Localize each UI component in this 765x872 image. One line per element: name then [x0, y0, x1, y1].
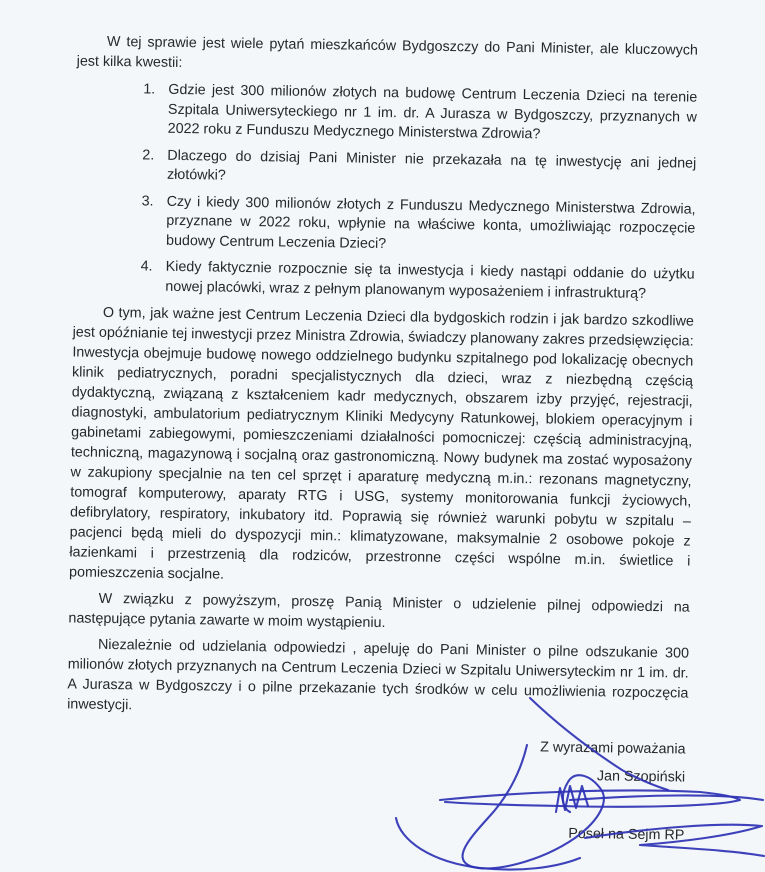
- question-number: 4.: [140, 258, 153, 275]
- paragraph-scope: O tym, jak ważne jest Centrum Leczenia Dzieci dla bydgoskich rodzin i jak bardzo szkodliwe jest opóźnianie tej inwestycji przez Ministra Zdrowia, świadczy planowany zakres przedsięwzięcia: Inwestycja obejmuje budowę nowego oddzielnego budynku szpitalnego pod lokalizację obecnych klinik pediatrycznych, poradni specjalistycznych dla dzieci, wraz z niezbędną częścią dydaktyczną, związaną z kształceniem kadr medycznych, obszarem izby przyjęć, rejestracji, diagnostyki, ambulatorium pediatrycznym Kliniki Medycyny Ratunkowej, blokiem operacyjnym i gabinetami zabiegowymi, pomieszczeniami działalności pomocniczej: częścią administracyjną, techniczną, magazynową i socjalną oraz gastronomiczną. Nowy budynek ma zostać wyposażony w zakupiony specjalnie na ten cel sprzęt i aparaturę medyczną m.in.: rezonans magnetyczny, tomograf komputerowy, aparaty RTG i USG, systemy monitorowania funkcji życiowych, defibrylatory, respiratory, inkubatory itd. Poprawią się również warunki pobytu w szpitalu – pacjenci będą mieli do dyspozycji min.: klimatyzowane, maksymalnie 2 osobowe pokoje z łazienkami i przestrzenią dla rodziców, przestronne części wspólne m.in. świetlice i pomieszczenia socjalne.: [69, 304, 695, 583]
- question-item: [143, 81, 698, 147]
- letter-body: [67, 31, 699, 844]
- signature-closing: Z wyrazami poważania: [540, 739, 686, 758]
- question-item: [142, 146, 697, 193]
- signature-title: Poseł na Sejm RP: [568, 825, 685, 844]
- question-text: Czy i kiedy 300 milionów złotych z Funduszu Medycznego Ministerstwa Zdrowia, przyznane w 2022 roku, wpłynie na właściwe konta, umożliwiając rozpoczęcie budowy Centrum Leczenia Dzieci?: [165, 193, 696, 252]
- question-number: 1.: [143, 81, 156, 98]
- paragraph-intro: W tej sprawie jest wiele pytań mieszkańców Bydgoszczy do Pani Minister, ale kluczowych jest kilka kwestii:: [76, 33, 699, 71]
- question-number: 3.: [141, 192, 154, 210]
- signature-name: Jan Szopiński: [596, 768, 686, 786]
- question-number: 2.: [142, 146, 155, 164]
- questions-list: [73, 79, 697, 304]
- question-text: Gdzie jest 300 milionów złotych na budowę Centrum Leczenia Dzieci na terenie Szpitala Uniwersyteckiego nr 1 im. dr. A Jurasza w Bydgoszczy, przyznanych w 2022 roku z Funduszu Medycznego Ministerstwa Zdrowia?: [167, 81, 698, 143]
- question-text: Dlaczego do dzisiaj Pani Minister nie przekazała na tę inwestycję ani jednej złotówki?: [166, 147, 697, 184]
- question-text: Kiedy faktycznie rozpocznie się ta inwestycja i kiedy nastąpi oddanie do użytku nowej placówki, wraz z pełnym planowanym wyposażeniem i infrastrukturą?: [165, 258, 695, 302]
- question-item: [140, 258, 695, 305]
- signature-block: [539, 737, 686, 845]
- paragraph-appeal: Niezależnie od udzielania odpowiedzi , apeluję do Pani Minister o pilne odszukanie 300 milionów złotych przyznanych na Centrum Leczenia Dzieci w Szpitalu Uniwersyteckim nr 1 im. dr. A Jurasza w Bydgoszczy i o pilne przekazanie tych środków w celu umożliwienia rozpoczęcia inwestycji.: [67, 636, 690, 714]
- paragraph-request: W związku z powyższym, proszę Panią Minister o udzielenie pilnej odpowiedzi na następujące pytania zawarte w moim wystąpieniu.: [68, 590, 690, 632]
- question-item: [141, 192, 696, 258]
